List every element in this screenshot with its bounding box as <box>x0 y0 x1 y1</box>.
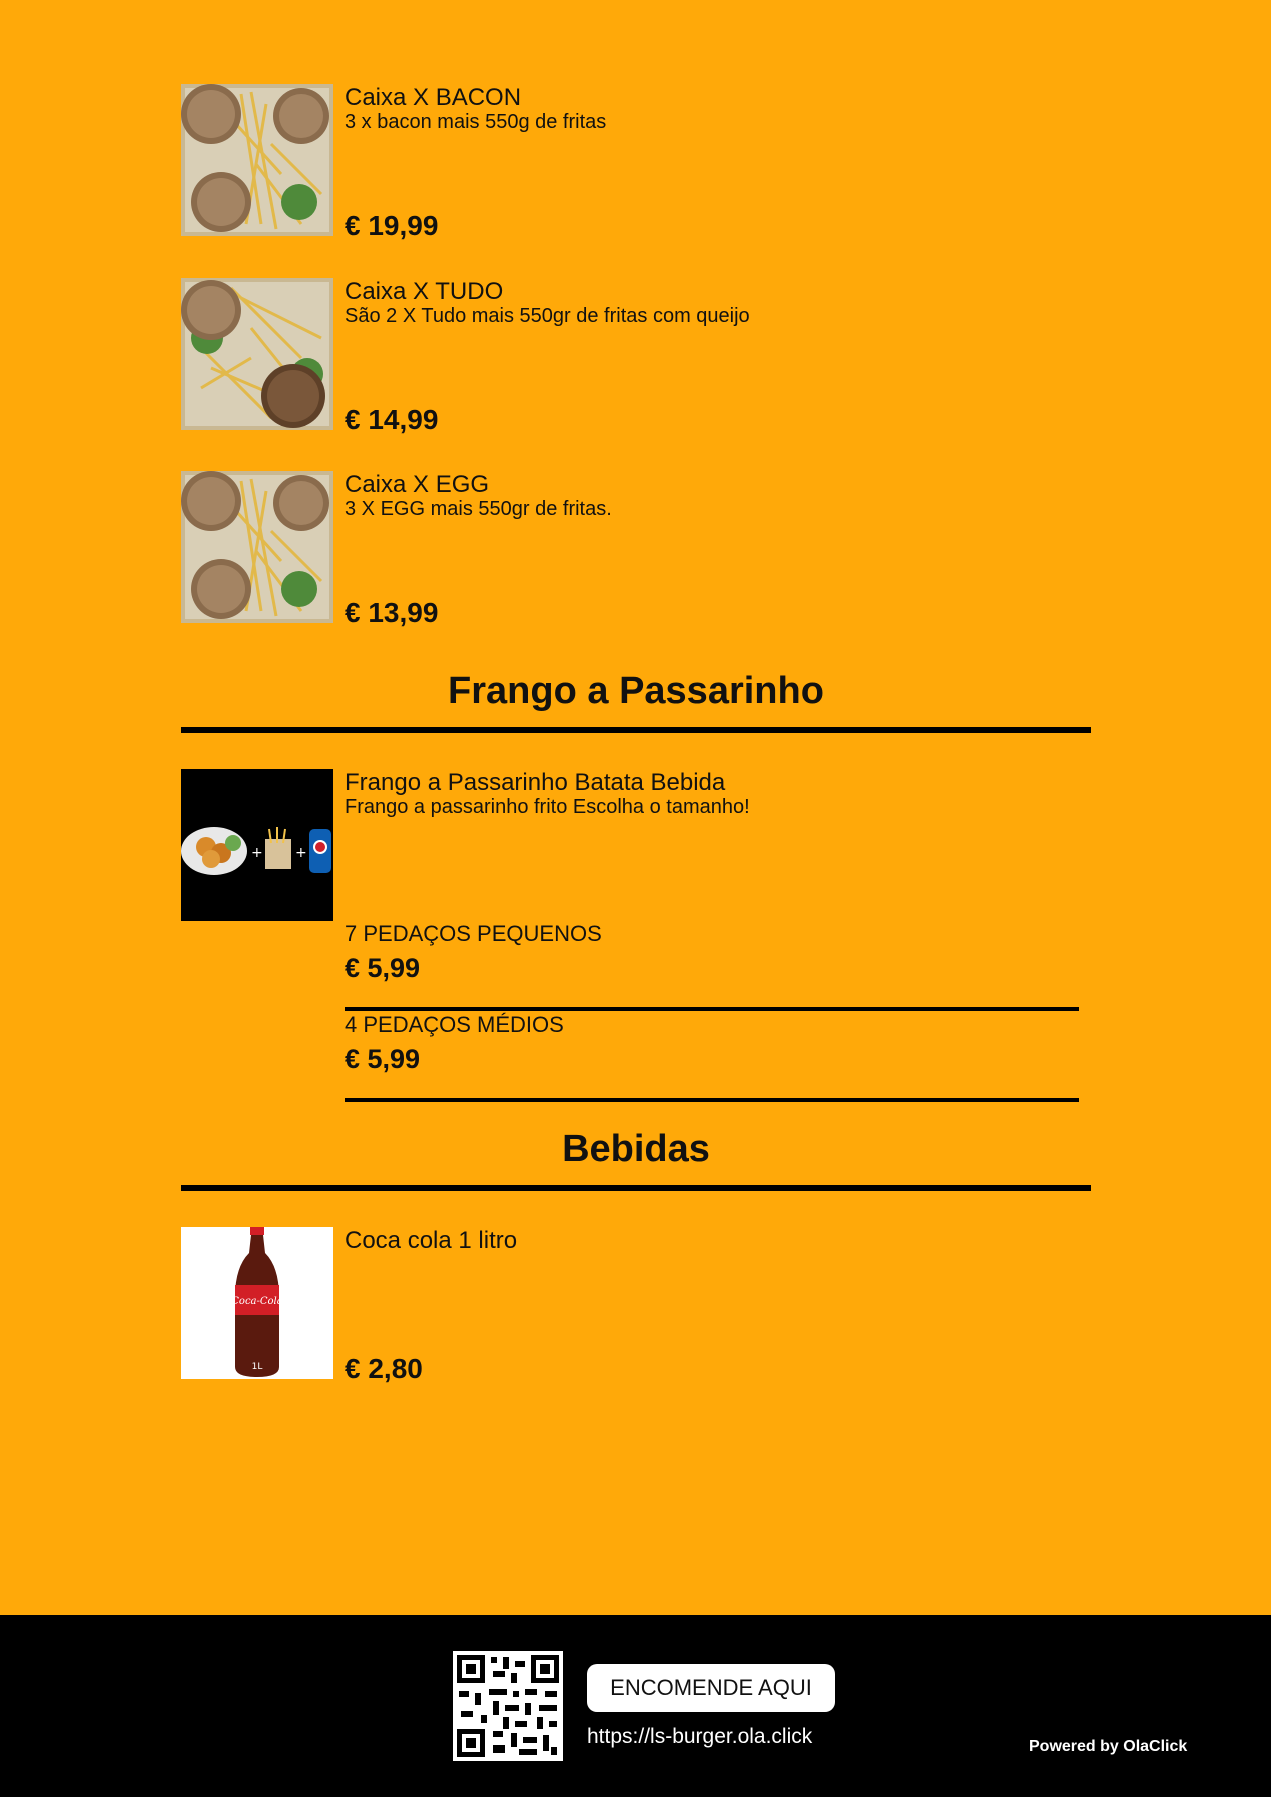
item-name: Frango a Passarinho Batata Bebida <box>345 769 726 796</box>
menu-item-info <box>345 471 1091 628</box>
section-divider <box>181 727 1091 733</box>
footer <box>0 1615 1271 1797</box>
burger-box-photo <box>181 278 333 430</box>
item-description: Frango a passarinho frito Escolha o tamanho! <box>345 796 750 818</box>
section-title-frango: Frango a Passarinho <box>448 670 824 712</box>
item-description: São 2 X Tudo mais 550gr de fritas com queijo <box>345 305 750 327</box>
svg-text:+: + <box>251 845 263 861</box>
section-divider <box>181 1185 1091 1191</box>
variant-option[interactable] <box>345 1012 1079 1102</box>
menu-item-caixa-x-bacon[interactable] <box>181 84 1091 241</box>
item-price: € 19,99 <box>345 210 439 241</box>
item-name: Coca cola 1 litro <box>345 1227 518 1254</box>
svg-text:+: + <box>295 845 307 861</box>
qr-code-icon[interactable] <box>453 1651 563 1761</box>
svg-text:1L: 1L <box>251 1362 263 1372</box>
item-name: Caixa X BACON <box>345 84 522 111</box>
menu-item-frango-combo[interactable] <box>181 769 1091 921</box>
item-price: € 13,99 <box>345 597 439 628</box>
burger-box-photo <box>181 471 333 623</box>
variant-option[interactable] <box>345 921 1079 1011</box>
menu-item-caixa-x-egg[interactable] <box>181 471 1091 628</box>
item-price: € 14,99 <box>345 404 439 435</box>
item-name: Caixa X EGG <box>345 471 490 498</box>
menu-item-info <box>345 84 1091 241</box>
menu-item-coca-cola[interactable] <box>181 1227 1091 1384</box>
order-url-link[interactable]: https://ls-burger.ola.click <box>587 1725 813 1748</box>
variant-name: 7 PEDAÇOS PEQUENOS <box>345 921 602 946</box>
powered-by-label[interactable]: Powered by OlaClick <box>1029 1738 1188 1755</box>
chicken-combo-photo <box>181 769 333 921</box>
variant-price: € 5,99 <box>345 953 421 983</box>
svg-text:Coca-Cola: Coca-Cola <box>231 1296 283 1307</box>
section-title-bebidas: Bebidas <box>562 1128 710 1170</box>
menu-item-info <box>345 769 1091 921</box>
item-price: € 2,80 <box>345 1353 423 1384</box>
variant-price: € 5,99 <box>345 1044 421 1074</box>
order-here-button[interactable]: ENCOMENDE AQUI <box>587 1664 835 1712</box>
burger-box-photo <box>181 84 333 236</box>
coca-cola-bottle-photo <box>181 1227 333 1379</box>
menu-item-caixa-x-tudo[interactable] <box>181 278 1091 435</box>
variant-divider <box>345 1098 1079 1102</box>
variant-name: 4 PEDAÇOS MÉDIOS <box>345 1012 564 1037</box>
variant-divider <box>345 1007 1079 1011</box>
menu-item-info <box>345 1227 1091 1384</box>
menu-item-info <box>345 278 1091 435</box>
item-description: 3 X EGG mais 550gr de fritas. <box>345 498 612 520</box>
item-description: 3 x bacon mais 550g de fritas <box>345 111 607 133</box>
item-name: Caixa X TUDO <box>345 278 504 305</box>
